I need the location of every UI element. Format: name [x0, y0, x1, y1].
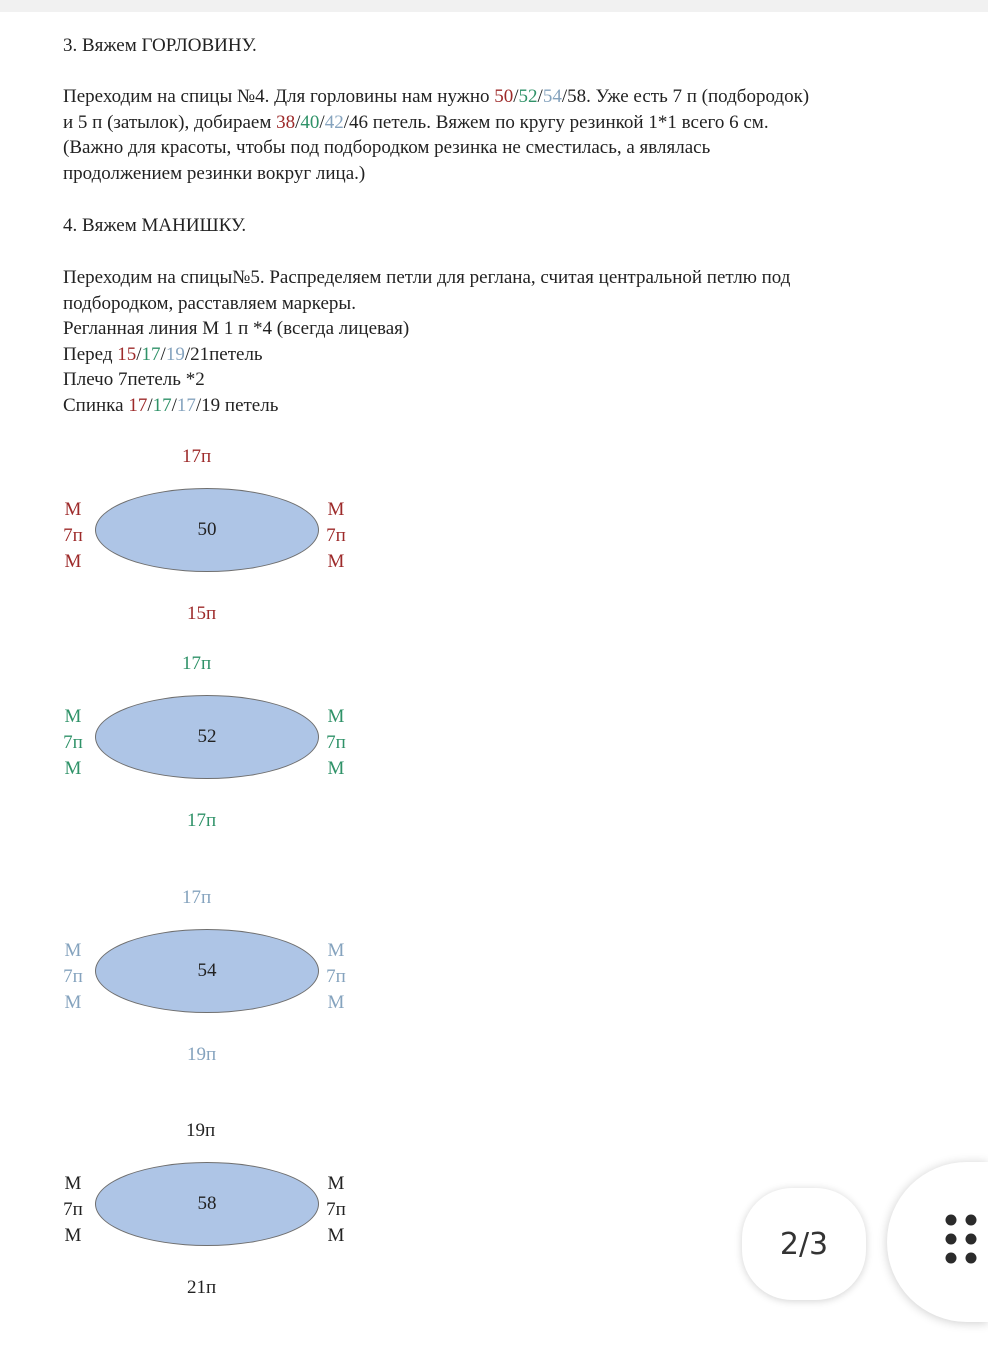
- yoke-text: [63, 265, 790, 418]
- text-run: Спинка: [63, 394, 129, 416]
- left-marker-stack: [60, 1171, 86, 1249]
- diagram-center-label: 54: [197, 960, 217, 981]
- separator: /: [184, 343, 191, 365]
- neckline-line-2: [63, 110, 809, 136]
- right-marker-stack: [323, 704, 349, 782]
- neckline-line-1: [63, 84, 809, 110]
- right-marker-stack: [323, 497, 349, 575]
- size-3-value: 19: [165, 343, 185, 365]
- diagram-bottom-label: 15п: [187, 603, 217, 624]
- stitch-diagram-size-50: [0, 444, 400, 654]
- marker-label: М: [327, 1225, 345, 1246]
- text-run: 58. Уже есть 7 п (подбородок): [567, 86, 810, 107]
- marker-label: М: [327, 992, 345, 1013]
- shoulder-label: 7п: [326, 1199, 346, 1220]
- marker-label: М: [327, 551, 345, 572]
- diagram-top-label: 17п: [182, 446, 212, 467]
- neckline-text: [63, 84, 809, 186]
- text-run: Перед: [63, 343, 118, 365]
- text-run: 21петель: [190, 343, 263, 365]
- shoulder-label: 7п: [63, 732, 83, 753]
- size-2-value: 52: [518, 86, 538, 107]
- diagram-bottom-label: 19п: [187, 1044, 217, 1065]
- left-marker-stack: [60, 497, 86, 575]
- size-3-value: 17: [176, 394, 196, 416]
- shoulder-label: 7п: [326, 525, 346, 546]
- yoke-line-4: [63, 342, 790, 368]
- marker-label: М: [64, 706, 82, 727]
- marker-label: М: [64, 551, 82, 572]
- marker-label: М: [327, 758, 345, 779]
- separator: /: [147, 394, 153, 416]
- stitch-diagram-size-52: [0, 651, 400, 861]
- left-marker-stack: [60, 938, 86, 1016]
- separator: /: [319, 111, 325, 133]
- marker-label: М: [327, 706, 345, 727]
- neckline-line-3: (Важно для красоты, чтобы под подбородком резинка не сместилась, а являлась: [63, 137, 711, 158]
- separator: /: [343, 111, 349, 133]
- separator: /: [561, 86, 568, 107]
- separator: /: [295, 111, 301, 133]
- size-1-value: 17: [128, 394, 148, 416]
- yoke-line-2: подбородком, расставляем маркеры.: [63, 292, 356, 314]
- separator: /: [136, 343, 142, 365]
- text-run: 19 петель: [201, 394, 279, 416]
- size-2-value: 17: [152, 394, 172, 416]
- separator: /: [160, 343, 166, 365]
- page-indicator[interactable]: [742, 1188, 866, 1300]
- separator: /: [537, 86, 543, 107]
- diagram-center-label: 52: [197, 726, 217, 747]
- size-3-value: 42: [324, 111, 344, 133]
- diagram-top-label: 19п: [186, 1120, 216, 1141]
- diagram-center-label: 58: [197, 1193, 217, 1214]
- marker-label: М: [64, 1173, 82, 1194]
- diagram-bottom-label: 17п: [187, 810, 217, 831]
- size-3-value: 54: [542, 86, 562, 107]
- marker-label: М: [327, 940, 345, 961]
- stitch-diagram-size-54: [0, 885, 400, 1095]
- size-2-value: 40: [300, 111, 320, 133]
- dots-grid-icon: [945, 1214, 981, 1266]
- yoke-line-1: Переходим на спицы№5. Распределяем петли для реглана, считая центральной петлю под: [63, 267, 791, 288]
- marker-label: М: [327, 1173, 345, 1194]
- shoulder-label: 7п: [63, 525, 83, 546]
- separator: /: [171, 394, 177, 416]
- shoulder-label: 7п: [326, 732, 346, 753]
- diagram-bottom-label: 21п: [187, 1277, 217, 1298]
- yoke-line-3: Регланная линия М 1 п *4 (всегда лицевая): [63, 318, 410, 339]
- menu-button[interactable]: [887, 1162, 988, 1322]
- section-heading-4: 4. Вяжем МАНИШКУ.: [63, 215, 247, 236]
- stitch-diagram-size-58: [0, 1118, 400, 1328]
- page-indicator-label: 2/3: [779, 1226, 829, 1262]
- separator: /: [195, 394, 202, 416]
- marker-label: М: [64, 758, 82, 779]
- yoke-line-6: [63, 393, 790, 419]
- size-2-value: 17: [141, 343, 161, 365]
- size-1-value: 50: [494, 86, 514, 107]
- text-run: и 5 п (затылок), добираем: [63, 111, 277, 133]
- right-marker-stack: [323, 938, 349, 1016]
- diagram-top-label: 17п: [182, 887, 212, 908]
- diagram-center-label: 50: [197, 519, 217, 540]
- text-run: Переходим на спицы №4. Для горловины нам нужно: [63, 86, 495, 107]
- size-1-value: 15: [117, 343, 137, 365]
- marker-label: М: [64, 499, 82, 520]
- neckline-line-4: продолжением резинки вокруг лица.): [63, 162, 366, 184]
- shoulder-label: 7п: [63, 966, 83, 987]
- top-bar: [0, 0, 988, 12]
- marker-label: М: [327, 499, 345, 520]
- text-run: 46 петель. Вяжем по кругу резинкой 1*1 всего 6 см.: [348, 111, 769, 133]
- shoulder-label: 7п: [63, 1199, 83, 1220]
- left-marker-stack: [60, 704, 86, 782]
- marker-label: М: [64, 940, 82, 961]
- right-marker-stack: [323, 1171, 349, 1249]
- diagram-top-label: 17п: [182, 653, 212, 674]
- section-heading-3: 3. Вяжем ГОРЛОВИНУ.: [63, 35, 257, 56]
- marker-label: М: [64, 1225, 82, 1246]
- size-1-value: 38: [276, 111, 296, 133]
- yoke-line-5: Плечо 7петель *2: [63, 369, 205, 390]
- shoulder-label: 7п: [326, 966, 346, 987]
- separator: /: [513, 86, 519, 107]
- marker-label: М: [64, 992, 82, 1013]
